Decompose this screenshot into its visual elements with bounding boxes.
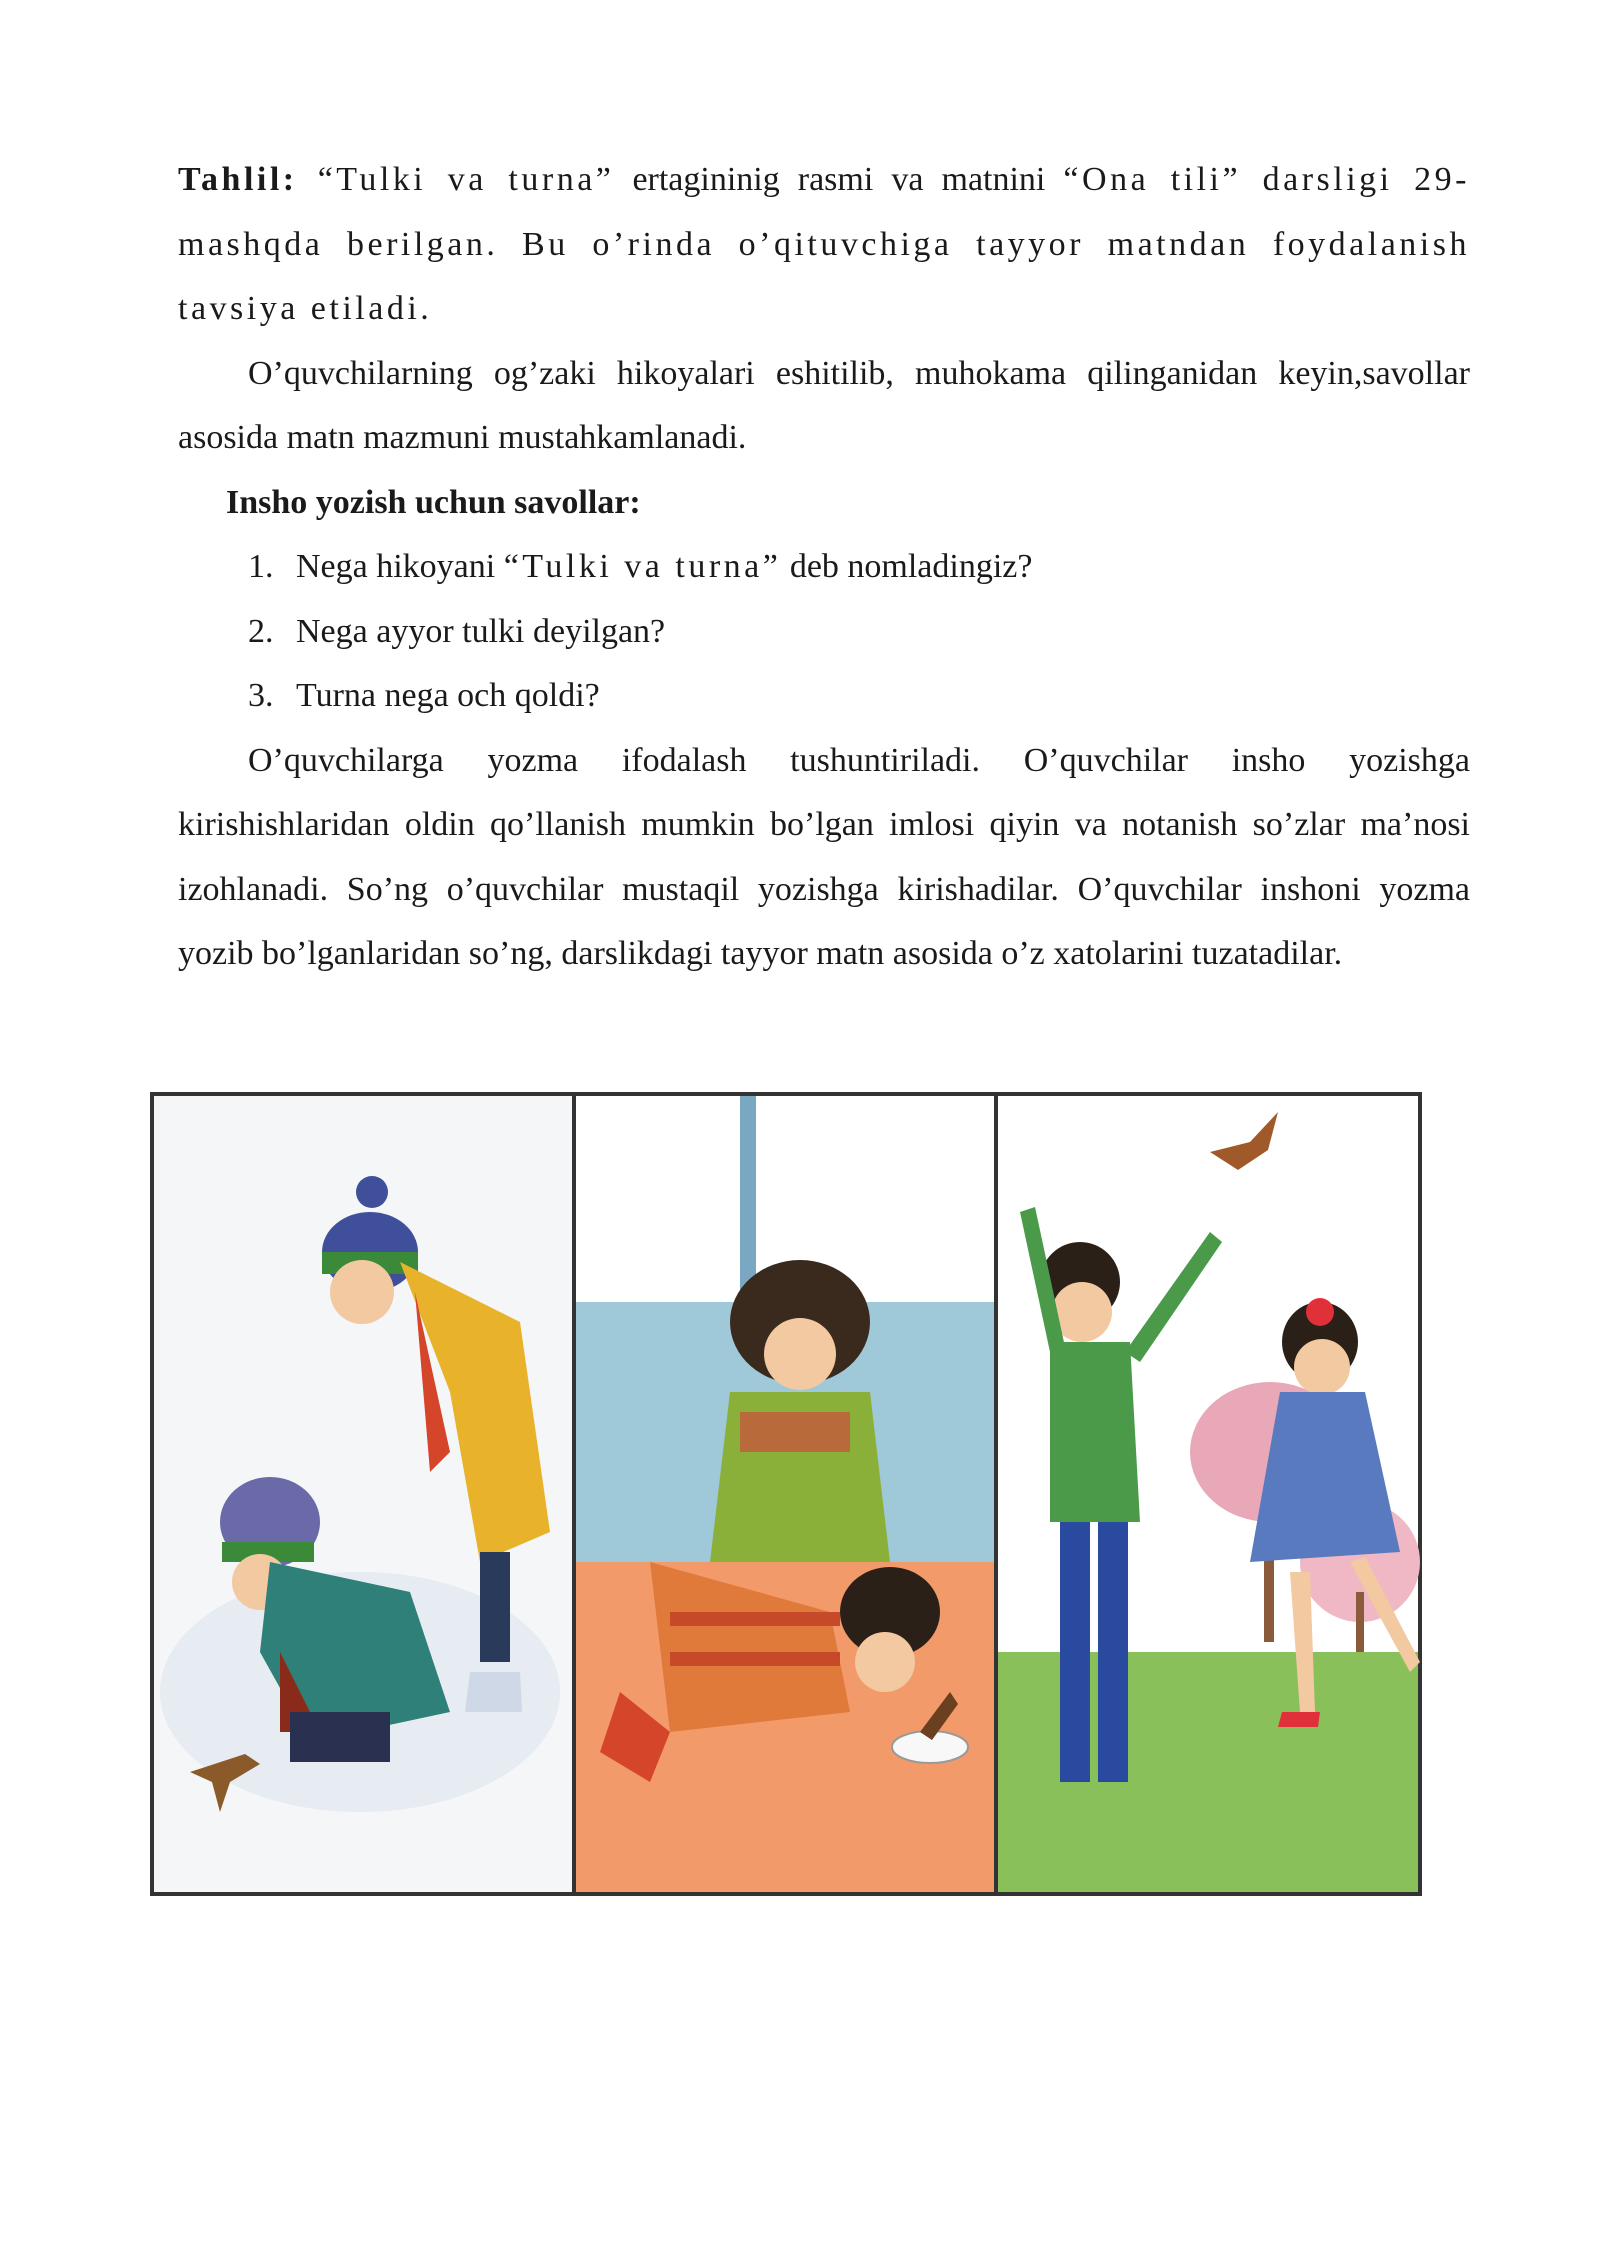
paragraph-analysis — [178, 148, 1470, 342]
green-shirt — [1050, 1342, 1140, 1522]
questions-heading: Insho yozish uchun savollar: — [226, 483, 641, 521]
paragraph-oral-stories: O’quvchilarning og’zaki hikoyalari eshitilib, muhokama qilinganidan keyin,savollar asosida matn mazmuni mustahkamlanadi. — [178, 354, 1470, 456]
text-block — [178, 148, 1470, 987]
face-icon — [330, 1260, 394, 1324]
analysis-text-2: darsligi 29-mashqda berilgan. Bu o’rinda o’qituvchiga tayyor matndan foydalanish tavsiya etiladi. — [178, 161, 1470, 327]
face-icon-girl — [764, 1318, 836, 1390]
question-item — [178, 535, 1470, 600]
question-text: Nega hikoyani — [296, 548, 504, 585]
paragraph-writing-task: O’quvchilarga yozma ifodalash tushuntiriladi. O’quvchilar insho yozishga kirishishlaridan oldin qo’llanish mumkin bo’lgan imlosi qiyin va notanish so’zlar ma’nosi izohlanadi. So’ng o’quvchilar mustaqil yozishga kirishadilar. O’quvchilar inshoni yozma yozib bo’lganlaridan so’ng, darslikdagi tayyor matn asosida o’z xatolarini tuzatadilar. — [178, 741, 1470, 972]
story-title-quote: “Tulki va turna” — [317, 161, 615, 198]
question-text: Turna nega och qoldi? — [296, 677, 600, 714]
question-text-end: deb nomladingiz? — [781, 548, 1033, 585]
question-item — [178, 600, 1470, 665]
question-quote: “Tulki va turna” — [503, 548, 782, 585]
question-number: 1. — [248, 548, 274, 585]
analysis-text-1: ertagininig rasmi va matnini — [614, 161, 1064, 198]
panel-snow-scene — [154, 1096, 572, 1892]
question-text: Nega ayyor tulki deyilgan? — [296, 612, 666, 650]
story-illustration — [150, 1092, 1422, 1910]
textbook-name-quote: “Ona tili” — [1063, 161, 1242, 198]
questions-list — [178, 535, 1470, 729]
question-number: 3. — [248, 677, 274, 714]
question-number: 2. — [248, 612, 274, 650]
panel-outdoor-scene — [998, 1096, 1420, 1892]
illustration-svg — [150, 1092, 1422, 1910]
analysis-label: Tahlil: — [178, 161, 298, 198]
question-item — [178, 664, 1470, 729]
panel-indoor-scene — [576, 1096, 994, 1892]
